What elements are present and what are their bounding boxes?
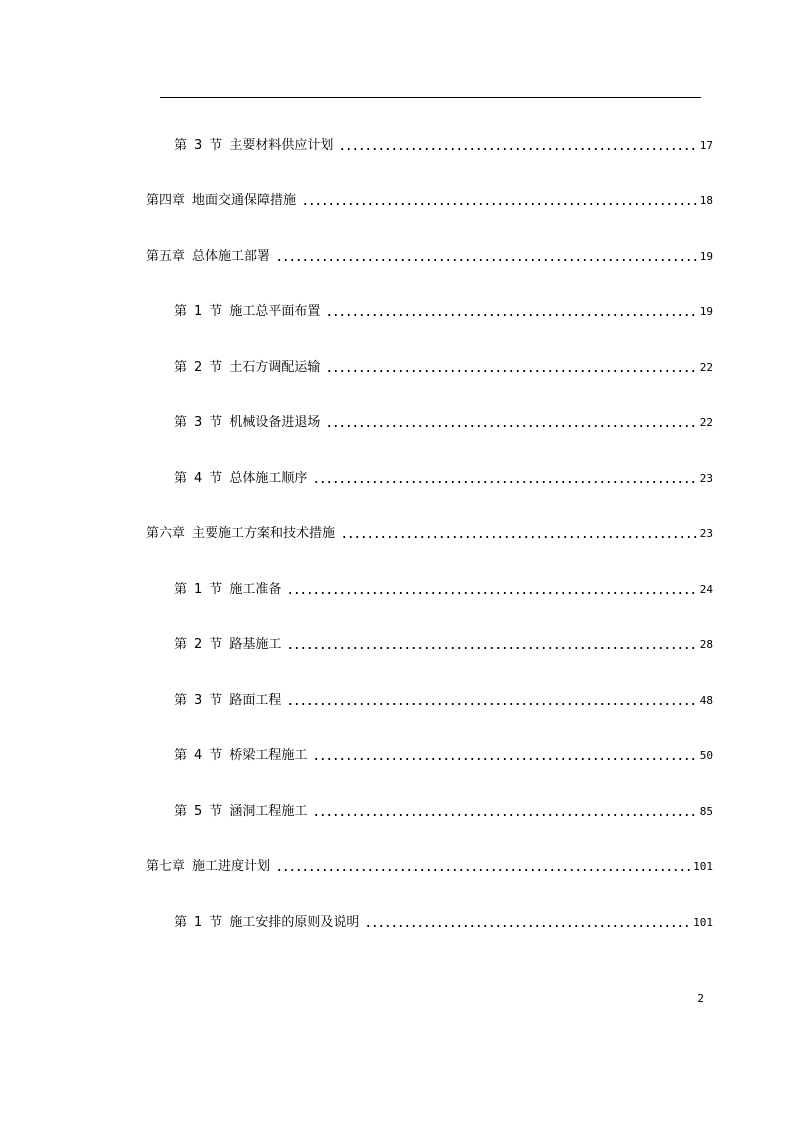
toc-entry-page: 24 — [699, 583, 713, 596]
toc-entry-page: 22 — [699, 416, 713, 429]
toc-entry-number: 1 — [194, 582, 203, 597]
toc-entry-title: 施工安排的原则及说明 — [229, 915, 360, 930]
toc-entry-number: 4 — [194, 471, 203, 486]
toc-entry-page: 28 — [699, 638, 713, 651]
toc-entry-prefix: 第 — [174, 915, 188, 930]
toc-entry-title: 路基施工 — [229, 637, 282, 652]
toc-entry-section[interactable] — [174, 411, 713, 431]
toc-entry-number: 4 — [194, 748, 203, 763]
toc-entry-title: 机械设备进退场 — [229, 415, 321, 430]
toc-entry-page: 17 — [699, 139, 713, 152]
toc-entry-section[interactable] — [174, 356, 713, 376]
toc-entry-page: 19 — [699, 250, 713, 263]
toc-entry-number: 3 — [194, 138, 203, 153]
toc-entry-prefix: 第 — [174, 582, 188, 597]
toc-entry-section[interactable] — [174, 689, 713, 709]
toc-leader-dots — [287, 702, 696, 706]
toc-entry-section[interactable] — [174, 911, 713, 931]
toc-entry-page: 85 — [699, 805, 713, 818]
toc-entry-unit: 节 — [209, 748, 223, 763]
toc-entry-section[interactable] — [174, 744, 713, 764]
toc-entry-section[interactable] — [174, 467, 713, 487]
toc-entry-title: 总体施工顺序 — [229, 471, 308, 486]
toc-entry-unit: 第四章 — [146, 193, 186, 208]
toc-entry-number: 2 — [194, 637, 203, 652]
toc-entry-chapter[interactable] — [146, 245, 713, 265]
toc-entry-section[interactable] — [174, 633, 713, 653]
toc-entry-prefix: 第 — [174, 693, 188, 708]
toc-entry-number: 2 — [194, 360, 203, 375]
toc-entry-prefix: 第 — [174, 471, 188, 486]
toc-entry-title: 主要施工方案和技术措施 — [192, 526, 336, 541]
toc-leader-dots — [313, 480, 696, 484]
toc-entry-unit: 节 — [209, 637, 223, 652]
toc-entry-unit: 节 — [209, 415, 223, 430]
toc-entry-chapter[interactable] — [146, 522, 713, 542]
toc-leader-dots — [326, 313, 696, 317]
page-number: 2 — [697, 992, 704, 1005]
toc-entry-title: 施工总平面布置 — [229, 304, 321, 319]
toc-entry-page: 48 — [699, 694, 713, 707]
toc-entry-number: 5 — [194, 804, 203, 819]
toc-leader-dots — [326, 369, 696, 373]
toc-entry-prefix: 第 — [174, 304, 188, 319]
toc-entry-title: 主要材料供应计划 — [229, 138, 334, 153]
toc-entry-unit: 节 — [209, 471, 223, 486]
toc-leader-dots — [326, 424, 696, 428]
toc-entry-title: 施工准备 — [229, 582, 282, 597]
toc-entry-page: 23 — [699, 472, 713, 485]
toc-entry-unit: 节 — [209, 915, 223, 930]
toc-entry-section[interactable] — [174, 578, 713, 598]
toc-entry-section[interactable] — [174, 800, 713, 820]
toc-leader-dots — [341, 535, 697, 539]
toc-entry-title: 路面工程 — [229, 693, 282, 708]
toc-entry-prefix: 第 — [174, 637, 188, 652]
toc-leader-dots — [276, 258, 697, 262]
toc-entry-unit: 第五章 — [146, 249, 186, 264]
toc-entry-prefix: 第 — [174, 415, 188, 430]
toc-entry-unit: 第六章 — [146, 526, 186, 541]
toc-entry-number: 3 — [194, 693, 203, 708]
toc-leader-dots — [339, 147, 696, 151]
toc-entry-section[interactable] — [174, 300, 713, 320]
toc-entry-title: 地面交通保障措施 — [192, 193, 297, 208]
toc-entry-chapter[interactable] — [146, 855, 713, 875]
toc-leader-dots — [313, 757, 696, 761]
toc-entry-unit: 节 — [209, 138, 223, 153]
toc-entry-page: 22 — [699, 361, 713, 374]
toc-entry-unit: 节 — [209, 804, 223, 819]
toc-leader-dots — [302, 202, 697, 206]
toc-entry-unit: 节 — [209, 693, 223, 708]
toc-entry-unit: 节 — [209, 582, 223, 597]
toc-entry-prefix: 第 — [174, 360, 188, 375]
toc-entry-title: 涵洞工程施工 — [229, 804, 308, 819]
toc-entry-page: 101 — [693, 916, 713, 929]
toc-leader-dots — [287, 591, 696, 595]
toc-entry-page: 101 — [693, 860, 713, 873]
toc-entry-page: 50 — [699, 749, 713, 762]
toc-entry-title: 土石方调配运输 — [229, 360, 321, 375]
toc-entry-section[interactable] — [174, 134, 713, 154]
toc-entry-title: 总体施工部署 — [192, 249, 271, 264]
toc-entry-number: 1 — [194, 304, 203, 319]
toc-entry-prefix: 第 — [174, 804, 188, 819]
toc-entry-title: 施工进度计划 — [192, 859, 271, 874]
toc-leader-dots — [276, 868, 690, 872]
toc-entry-page: 19 — [699, 305, 713, 318]
toc-leader-dots — [365, 924, 690, 928]
toc-entry-page: 23 — [699, 527, 713, 540]
toc-entry-unit: 节 — [209, 360, 223, 375]
toc-entry-prefix: 第 — [174, 748, 188, 763]
toc-entry-number: 3 — [194, 415, 203, 430]
toc-entry-number: 1 — [194, 915, 203, 930]
toc-entry-chapter[interactable] — [146, 189, 713, 209]
toc-entry-title: 桥梁工程施工 — [229, 748, 308, 763]
toc-entry-unit: 节 — [209, 304, 223, 319]
toc-entry-page: 18 — [699, 194, 713, 207]
toc-leader-dots — [313, 813, 696, 817]
toc-entry-prefix: 第 — [174, 138, 188, 153]
toc-entry-unit: 第七章 — [146, 859, 186, 874]
toc-leader-dots — [287, 646, 696, 650]
